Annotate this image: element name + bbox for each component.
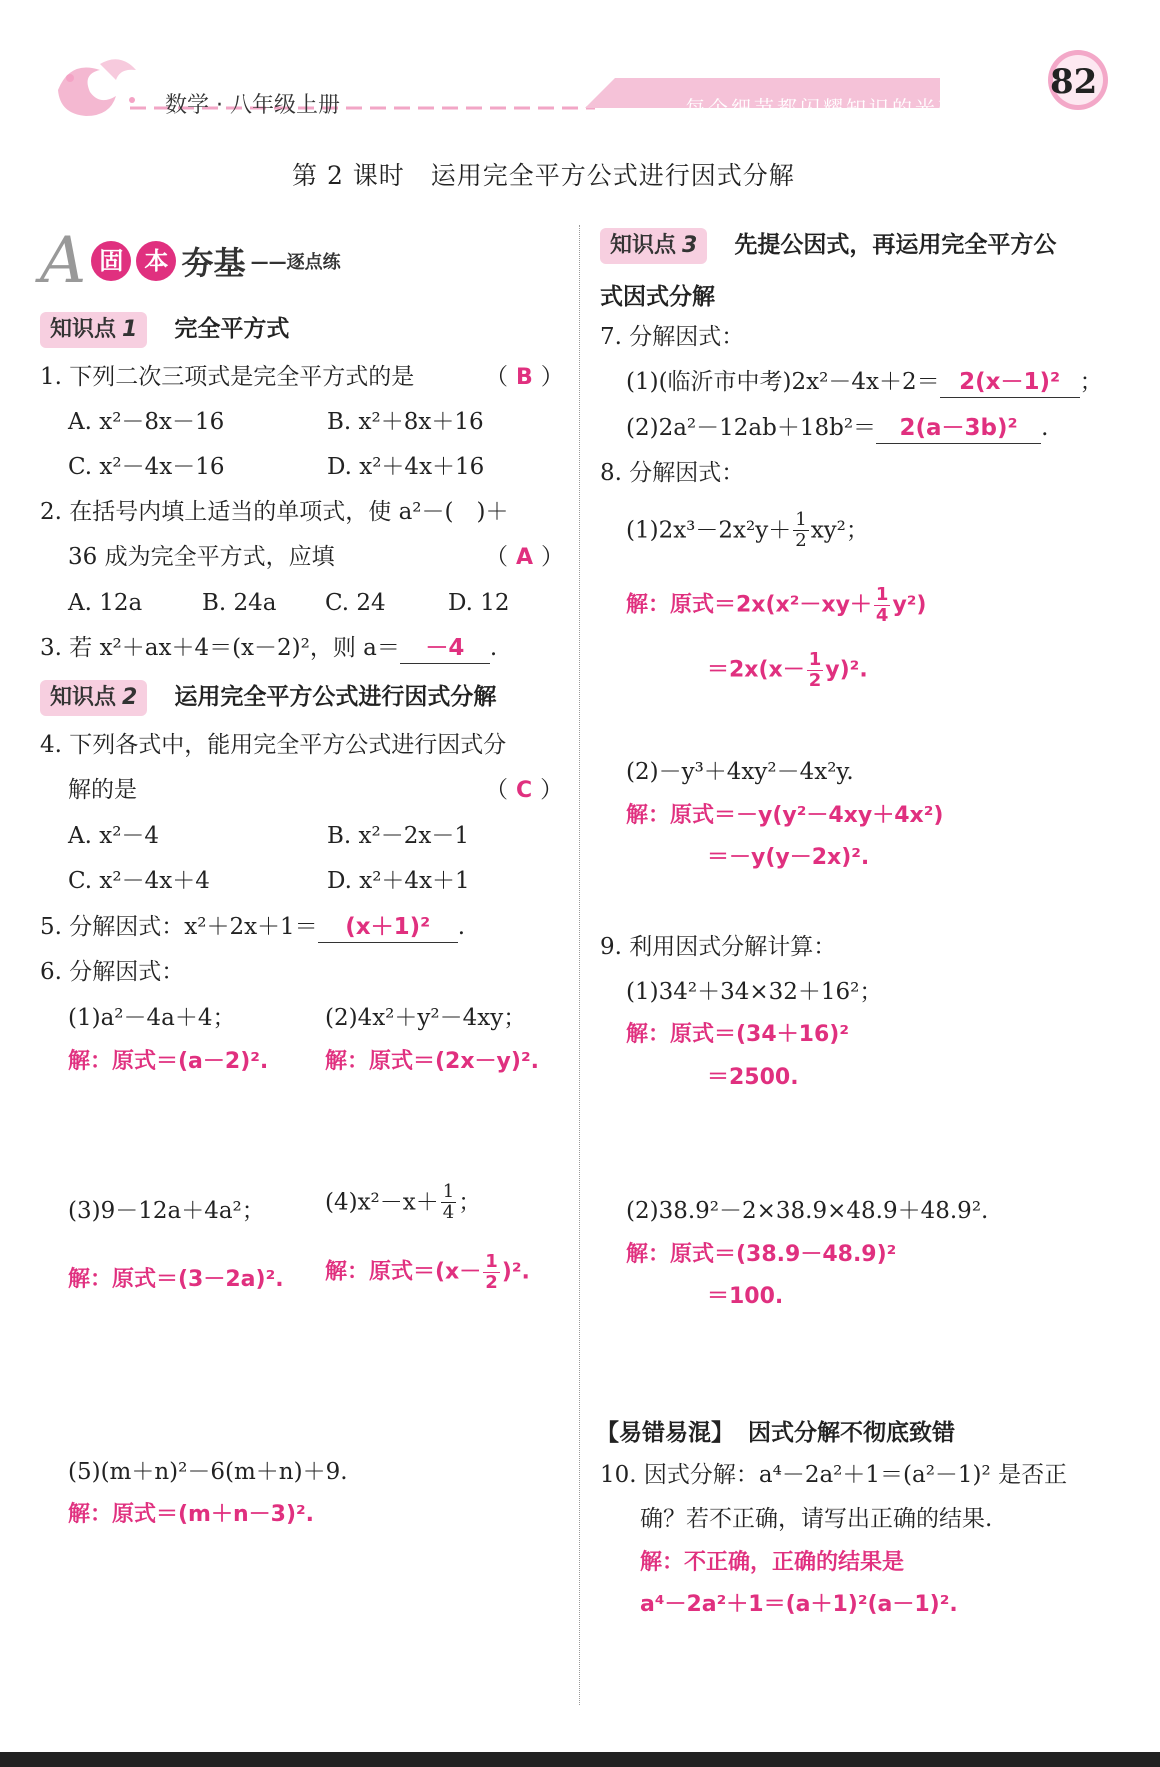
q8-stem: 8. 分解因式：	[600, 460, 745, 486]
banner-char-1: 固	[91, 241, 131, 281]
q6-solution3: 解：原式＝(3－2a)².	[68, 1267, 284, 1292]
q7-part1: (1)(临沂市中考)2x²－4x＋2＝ 2(x－1)² ；	[626, 367, 1103, 398]
q3: 3. 若 x²＋ax＋4＝(x－2)²，则 a＝ －4 .	[40, 633, 497, 664]
q6-part2: (2)4x²＋y²－4xy；	[325, 1005, 527, 1031]
q10-stem-line1: 10. 因式分解：a⁴－2a²＋1＝(a²－1)² 是否正	[600, 1462, 1068, 1488]
q2-option-a: A. 12a	[68, 590, 143, 616]
q6-part5: (5)(m＋n)²－6(m＋n)＋9.	[68, 1459, 348, 1485]
q4-option-d: D. x²＋4x＋1	[327, 868, 470, 894]
page-number: 82	[1050, 62, 1098, 102]
banner-letter: A	[40, 224, 87, 298]
q8-solution1a: 解：原式＝2x(x²－xy＋ $\frac{1}{4}$ y²)	[626, 584, 927, 626]
mistake-heading	[596, 1414, 955, 1447]
column-divider	[579, 225, 580, 1705]
q2-paren: （ A ）	[485, 544, 565, 570]
q2-stem-line2: 36 成为完全平方式，应填	[68, 544, 335, 570]
q9-solution2a: 解：原式＝(38.9－48.9)²	[626, 1242, 897, 1267]
q9-part2: (2)38.9²－2×38.9×48.9＋48.9².	[626, 1198, 989, 1224]
q7-stem: 7. 分解因式：	[600, 324, 745, 350]
q4-paren: （ C ）	[485, 777, 564, 803]
book-title: 数学 · 八年级上册	[165, 93, 340, 118]
bottom-bar	[0, 1752, 1160, 1767]
lesson-title: 第 2 课时 运用完全平方公式进行因式分解	[292, 161, 795, 190]
kp-label: 知识点	[50, 317, 117, 342]
q1-option-b: B. x²＋8x＋16	[327, 409, 484, 435]
banner-char-2: 本	[136, 241, 176, 281]
q2-option-b: B. 24a	[202, 590, 277, 616]
q1-stem: 1. 下列二次三项式是完全平方式的是	[40, 364, 415, 390]
q9-solution1b: ＝2500.	[707, 1065, 799, 1090]
q6-solution5: 解：原式＝(m＋n－3)².	[68, 1502, 314, 1527]
kp-title: 运用完全平方公式进行因式分解	[174, 684, 497, 710]
q1-paren: （ B ）	[485, 364, 564, 390]
q6-part4: (4)x²－x＋ $\frac{1}{4}$ ；	[325, 1181, 482, 1223]
banner-subtitle: ——逐点练	[250, 252, 341, 273]
q6-solution2: 解：原式＝(2x－y)².	[325, 1049, 539, 1074]
q6-stem: 6. 分解因式：	[40, 959, 185, 985]
knowledge-point-2	[40, 678, 496, 716]
q2-option-d: D. 12	[448, 590, 510, 616]
q2-answer: A	[516, 545, 534, 570]
q3-answer: －4	[400, 633, 490, 664]
q10-stem-line2: 确？若不正确，请写出正确的结果.	[640, 1506, 993, 1532]
q4-answer: C	[516, 778, 533, 803]
q6-part3: (3)9－12a＋4a²；	[68, 1198, 265, 1224]
mistake-title: 因式分解不彻底致错	[748, 1420, 955, 1446]
q9-solution1a: 解：原式＝(34＋16)²	[626, 1022, 849, 1047]
kp-number: 3	[682, 233, 698, 258]
q6-part1: (1)a²－4a＋4；	[68, 1005, 236, 1031]
header-slogan: 每个细节都闪耀知识的光芒	[685, 96, 961, 120]
q5-answer: (x＋1)²	[318, 912, 458, 943]
q1-answer: B	[516, 365, 533, 390]
q4-stem-line2: 解的是	[68, 777, 137, 803]
q10-solution2: a⁴－2a²＋1＝(a＋1)²(a－1)².	[640, 1592, 958, 1617]
knowledge-point-3	[600, 226, 1056, 264]
q5: 5. 分解因式：x²＋2x＋1＝ (x＋1)² .	[40, 912, 465, 943]
q8-part1: (1)2x³－2x²y＋ $\frac{1}{2}$ xy²；	[626, 509, 869, 551]
q6-solution1: 解：原式＝(a－2)².	[68, 1049, 269, 1074]
q1-option-c: C. x²－4x－16	[68, 454, 225, 480]
q4-stem-line1: 4. 下列各式中，能用完全平方公式进行因式分	[40, 732, 507, 758]
q1-option-a: A. x²－8x－16	[68, 409, 225, 435]
banner-rest: 夯基	[181, 244, 246, 282]
q10-solution1: 解：不正确，正确的结果是	[640, 1550, 905, 1575]
q7-answer1: 2(x－1)²	[940, 367, 1080, 398]
q6-solution4: 解：原式＝(x－ $\frac{1}{2}$ )².	[325, 1251, 530, 1293]
q8-solution2a: 解：原式＝－y(y²－4xy＋4x²)	[626, 803, 944, 828]
q8-solution1b: ＝2x(x－ $\frac{1}{2}$ y)².	[707, 649, 868, 691]
q4-option-b: B. x²－2x－1	[327, 823, 469, 849]
q4-option-a: A. x²－4	[68, 823, 160, 849]
q9-part1: (1)34²＋34×32＋16²；	[626, 979, 883, 1005]
q7-part2: (2)2a²－12ab＋18b²＝ 2(a－3b)² .	[626, 413, 1048, 444]
q1-option-d: D. x²＋4x＋16	[327, 454, 485, 480]
q9-stem: 9. 利用因式分解计算：	[600, 934, 837, 960]
section-banner	[40, 224, 341, 298]
q8-solution2b: ＝－y(y－2x)².	[707, 845, 870, 870]
kp-label: 知识点	[610, 233, 677, 258]
kp-label: 知识点	[50, 685, 117, 710]
kp-number: 1	[122, 317, 138, 342]
mistake-tag: 【易错易混】	[596, 1420, 734, 1446]
q7-answer2: 2(a－3b)²	[876, 413, 1041, 444]
kp-number: 2	[122, 685, 138, 710]
kp-title: 完全平方式	[174, 316, 290, 342]
q8-part2: (2)－y³＋4xy²－4x²y.	[626, 759, 854, 785]
q4-option-c: C. x²－4x＋4	[68, 868, 210, 894]
knowledge-point-1	[40, 310, 289, 348]
kp3-title-line2: 式因式分解	[600, 284, 715, 310]
q9-solution2b: ＝100.	[707, 1284, 784, 1309]
q2-option-c: C. 24	[325, 590, 386, 616]
q2-stem-line1: 2. 在括号内填上适当的单项式，使 a²－( )＋	[40, 499, 509, 525]
kp-title-line1: 先提公因式，再运用完全平方公	[734, 232, 1057, 258]
